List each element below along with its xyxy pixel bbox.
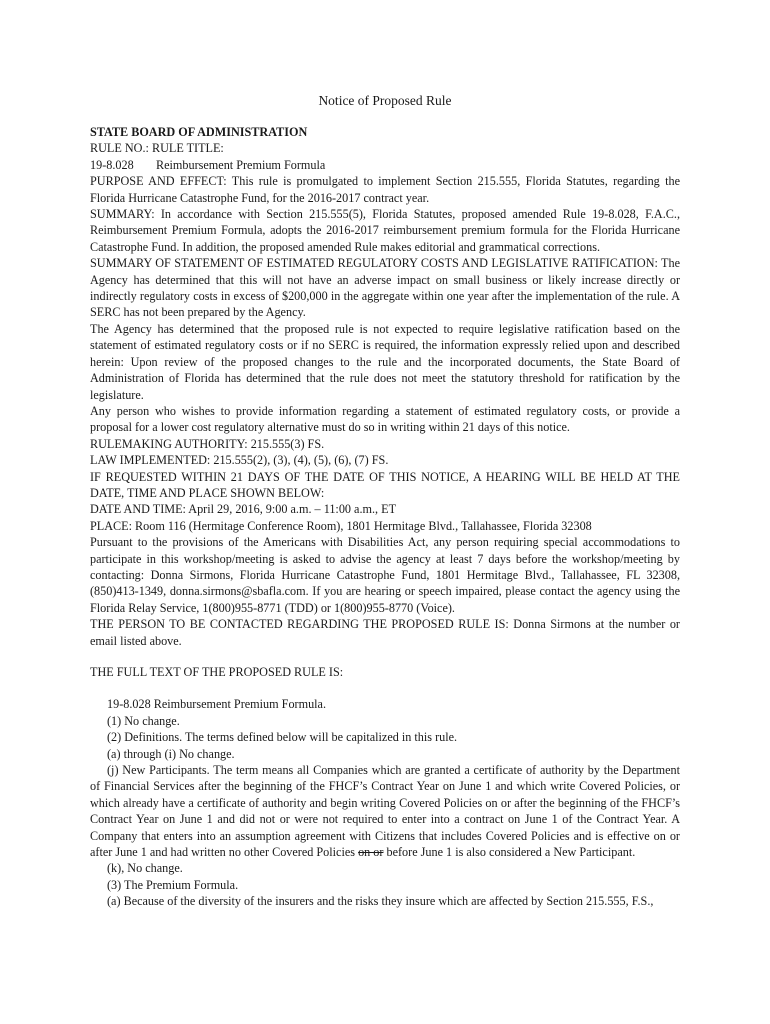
rule-title: Reimbursement Premium Formula	[156, 157, 326, 172]
rule-2j-text-end: before June 1 is also considered a New Participant.	[386, 845, 636, 860]
authority-line: RULEMAKING AUTHORITY: 215.555(3) FS.	[90, 436, 325, 451]
hearing-notice: IF REQUESTED WITHIN 21 DAYS OF THE DATE OF THIS NOTICE, A HEARING WILL BE HELD AT THE DATE, TIME AND PLACE SHOWN BELOW:	[90, 469, 680, 500]
date-time-line: DATE AND TIME: April 29, 2016, 9:00 a.m. – 11:00 a.m., ET	[90, 502, 397, 517]
law-implemented-line: LAW IMPLEMENTED: 215.555(2), (3), (4), (5), (6), (7) FS.	[90, 453, 389, 468]
rule-number: 19-8.028	[90, 157, 134, 172]
rule-paragraph-2j	[90, 762, 680, 860]
summary-paragraph: SUMMARY: In accordance with Section 215.555(5), Florida Statutes, proposed amended Rule 19-8.028, F.A.C., Reimbursement Premium Formula, adopts the 2016-2017 reimbursement premium formula for the Florida Hurricane Catastrophe Fund. In addition, the proposed amended Rule makes editorial and grammatical corrections.	[90, 207, 680, 254]
place-line: PLACE: Room 116 (Hermitage Conference Room), 1801 Hermitage Blvd., Tallahassee, Florida 32308	[90, 518, 592, 533]
ada-paragraph: Pursuant to the provisions of the Americans with Disabilities Act, any person requiring special accommodations to participate in this workshop/meeting is asked to advise the agency at least 7 days before the workshop/meeting by contacting: Donna Sirmons, Florida Hurricane Catastrophe Fund, 1801 Hermitage Blvd., Tallahassee, FL 32308, (850)413-1349, donna.sirmons@sbafla.com. If you are hearing or speech impaired, please contact the agency using the Florida Relay Service, 1(800)955-8771 (TDD) or 1(800)955-8770 (Voice).	[90, 535, 680, 615]
rule-subsection-3: (3) The Premium Formula.	[107, 877, 239, 892]
page-title: Notice of Proposed Rule	[318, 93, 452, 108]
contact-paragraph: THE PERSON TO BE CONTACTED REGARDING THE PROPOSED RULE IS: Donna Sirmons at the number or email listed above.	[90, 617, 680, 648]
ratification-paragraph: The Agency has determined that the proposed rule is not expected to require legislative ratification based on the statement of estimated regulatory costs or if no SERC is required, the information expressly relied upon and described herein: Upon review of the proposed changes to the rule and the incorporated documents, the State Board of Administration of Florida has determined that the rule does not meet the statutory threshold for ratification by the legislature.	[90, 321, 680, 402]
rule-paragraph-3a: (a) Because of the diversity of the insurers and the risks they insure which are affected by Section 215.555, F.S.,	[107, 894, 654, 909]
rule-2j-text: (j) New Participants. The term means all Companies which are granted a certificate of authority by the Department of Financial Services after the beginning of the FHCF’s Contract Year on June 1 and which write Covered Policies, or which already have a certificate of authority and begin writing Covered Policies on or after the beginning of the FHCF’s Contract Year on June 1 and did not or were not required to enter into a contract on June 1 of the Contract Year. A Company that enters into an assumption agreement with Citizens that includes Covered Policies and is effective on or after June 1 and had written no other Covered Policies	[90, 763, 680, 860]
rule-subsection-2: (2) Definitions. The terms defined below will be capitalized in this rule.	[107, 730, 458, 745]
rule-paragraph-2a: (a) through (i) No change.	[107, 746, 235, 761]
document-body	[90, 124, 680, 910]
rule-paragraph-2k: (k), No change.	[107, 861, 183, 876]
struck-text: on or	[358, 845, 384, 860]
rule-subsection-1: (1) No change.	[107, 713, 180, 728]
info-request-paragraph: Any person who wishes to provide information regarding a statement of estimated regulatory costs, or provide a proposal for a lower cost regulatory alternative must do so in writing within 21 days of this notice.	[90, 403, 680, 435]
serc-paragraph: SUMMARY OF STATEMENT OF ESTIMATED REGULATORY COSTS AND LEGISLATIVE RATIFICATION: The Agency has determined that this will not have an adverse impact on small business or likely increase directly or indirectly regulatory costs in excess of $200,000 in the aggregate within one year after the implementation of the rule. A SERC has not been prepared by the Agency.	[90, 256, 680, 320]
spacer	[90, 649, 680, 664]
agency-name: STATE BOARD OF ADMINISTRATION	[90, 125, 308, 139]
rule-text-heading: 19-8.028 Reimbursement Premium Formula.	[107, 697, 327, 712]
rule-header: RULE NO.: RULE TITLE:	[90, 141, 224, 156]
spacer	[90, 680, 680, 696]
full-text-heading: THE FULL TEXT OF THE PROPOSED RULE IS:	[90, 665, 344, 679]
rule-id-line	[90, 157, 680, 173]
purpose-paragraph: PURPOSE AND EFFECT: This rule is promulgated to implement Section 215.555, Florida Statutes, regarding the Florida Hurricane Catastrophe Fund, for the 2016-2017 contract year.	[90, 174, 680, 205]
